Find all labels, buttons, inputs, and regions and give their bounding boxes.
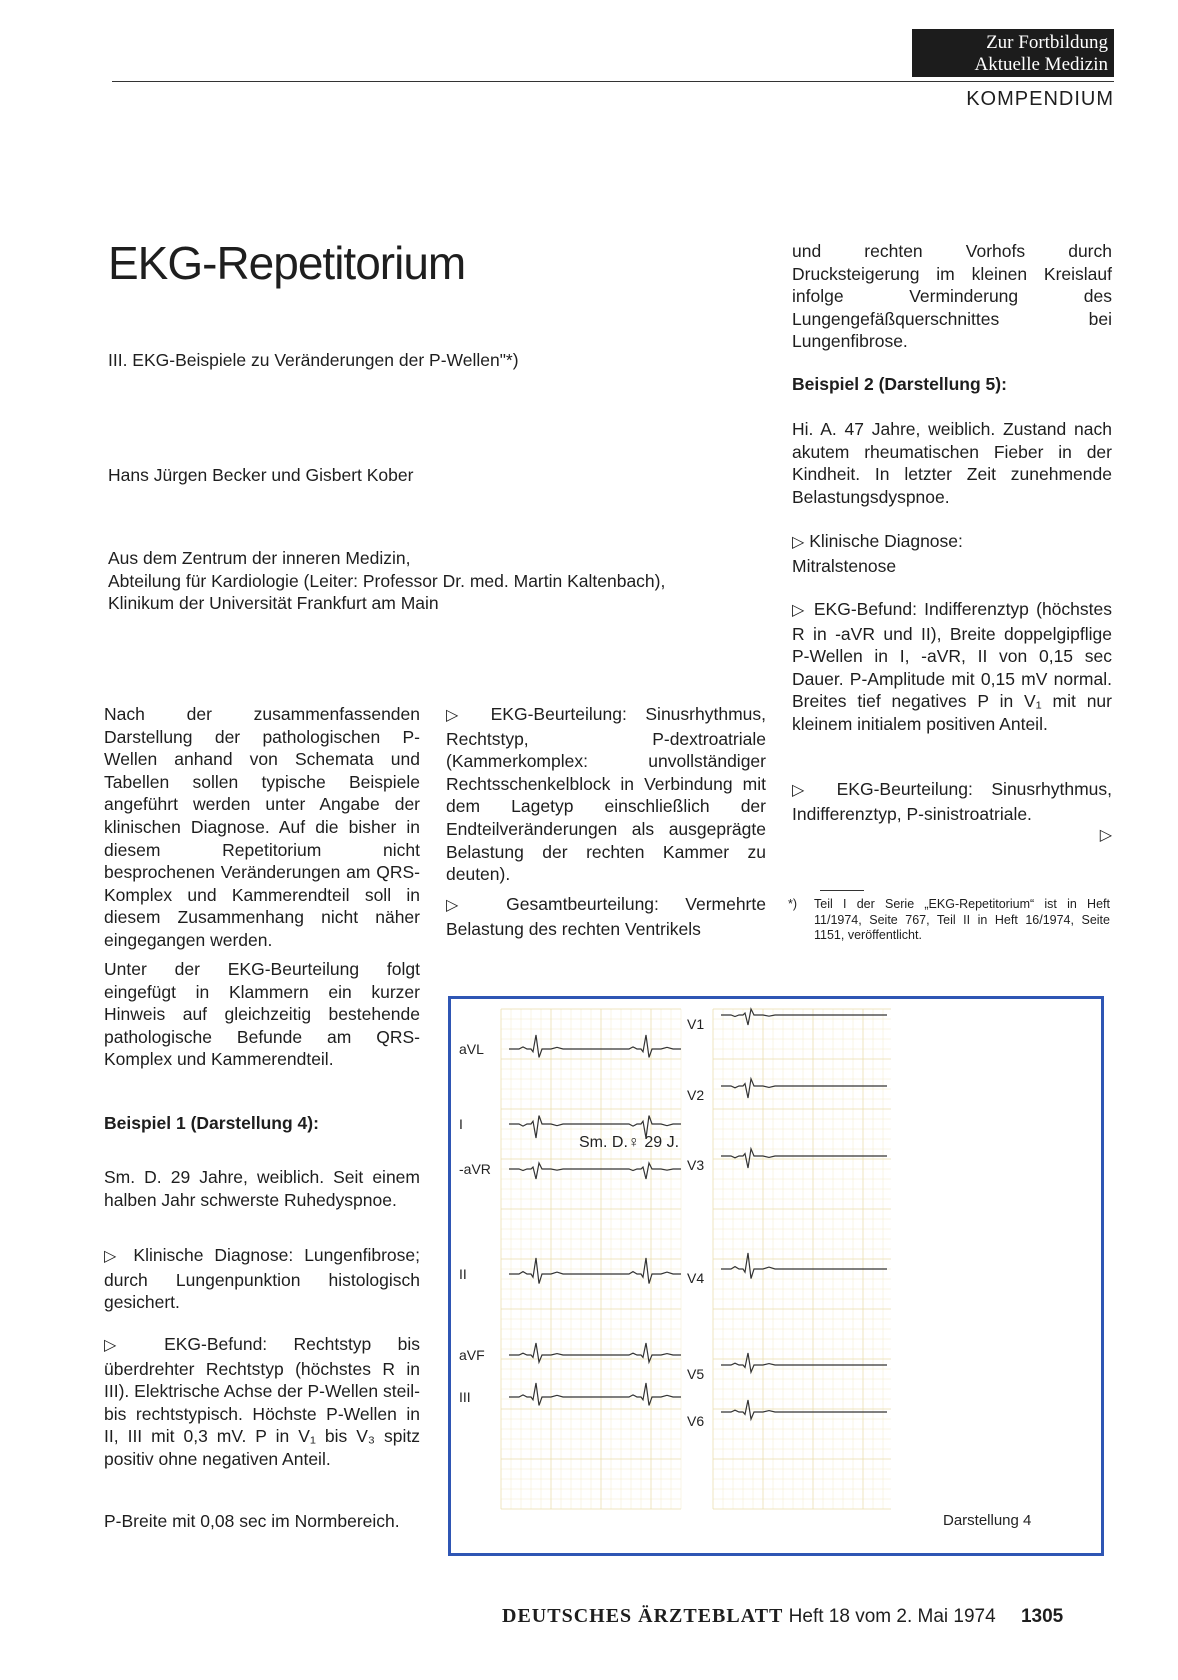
section-badge bbox=[912, 29, 1114, 77]
ekg-patient-label: Sm. D.♀ 29 J. bbox=[579, 1134, 680, 1151]
beispiel2-beurteilung-text: EKG-Beurteilung: Sinusrhythmus, Indifferenztyp, P-sinistroatriale. bbox=[792, 779, 1112, 824]
affiliation-line: Aus dem Zentrum der inneren Medizin, bbox=[108, 548, 411, 568]
ekg-grid bbox=[501, 1009, 891, 1509]
pointer-icon: ▷ bbox=[104, 1337, 138, 1354]
ekg-trace bbox=[721, 1353, 887, 1372]
lead-label: V1 bbox=[687, 1016, 705, 1032]
beispiel1-befund-text: EKG-Befund: Rechtstyp bis überdrehter Rechtstyp (höchstes R in III). Elektrische Achse der P-Wellen steil- bis rechtstypisch. Höchste P-Wellen in II, III mit 0,3 mV. P in V₁ bis V₃ spitz positiv ohne negativen Anteil. bbox=[104, 1334, 420, 1469]
ekg-trace bbox=[721, 1149, 887, 1168]
pointer-icon: ▷ bbox=[104, 1248, 123, 1265]
col1-para2 bbox=[104, 958, 420, 1071]
ekg-trace bbox=[721, 1253, 887, 1279]
col2-gesamt bbox=[446, 893, 766, 940]
ekg-trace bbox=[509, 1035, 681, 1057]
section-label: KOMPENDIUM bbox=[966, 88, 1114, 110]
article-title: EKG-Repetitorium bbox=[108, 237, 466, 289]
beispiel2-diagnose-label: Klinische Diagnose: bbox=[809, 531, 963, 551]
lead-label: I bbox=[459, 1116, 463, 1132]
ekg-trace bbox=[509, 1383, 681, 1405]
pointer-icon: ▷ bbox=[446, 707, 473, 724]
ekg-trace bbox=[721, 1079, 887, 1098]
pointer-icon: ▷ bbox=[446, 897, 480, 914]
col2-beurteilung bbox=[446, 703, 766, 886]
beispiel2-diagnose bbox=[792, 530, 1112, 577]
pointer-icon: ▷ bbox=[1099, 826, 1112, 844]
lead-label: aVL bbox=[459, 1041, 484, 1057]
lead-label: II bbox=[459, 1266, 467, 1282]
pointer-icon: ▷ bbox=[792, 602, 807, 619]
lead-label: V4 bbox=[687, 1270, 705, 1286]
ekg-trace bbox=[721, 1009, 887, 1025]
issue-info: Heft 18 vom 2. Mai 1974 bbox=[788, 1606, 996, 1627]
beurteilung-text: EKG-Beurteilung: Sinusrhythmus, Rechtstyp, P-dextroatriale (Kammerkomplex: unvollständiger Rechtsschenkelblock in Verbindung mit dem Lagetyp einschließlich der Endteilveränderungen als ausgeprägte Belastung der rechten Kammer zu deuten). bbox=[446, 704, 766, 885]
lead-label: V6 bbox=[687, 1413, 705, 1429]
ekg-trace bbox=[509, 1163, 681, 1179]
ekg-lead-labels bbox=[459, 1016, 704, 1429]
beispiel1-diagnose-text: Klinische Diagnose: Lungenfibrose; durch Lungenpunktion histologisch gesichert. bbox=[104, 1245, 420, 1313]
ekg-figure bbox=[448, 996, 1104, 1556]
pointer-icon: ▷ bbox=[792, 534, 805, 551]
col3-continuation: und rechten Vorhofs durch Drucksteigerung im kleinen Kreislauf infolge Verminderung des Lungengefäßquerschnittes bei Lungenfibrose. bbox=[792, 241, 1112, 352]
beispiel1-patient: Sm. D. 29 Jahre, weiblich. Seit einem halben Jahr schwerste Ruhedyspnoe. bbox=[104, 1167, 420, 1210]
footnote-text: Teil I der Serie „EKG-Repetitorium“ ist in Heft 11/1974, Seite 767, Teil II in Heft 16/1974, Seite 1151, veröffentlicht. bbox=[814, 897, 1110, 942]
lead-label: -aVR bbox=[459, 1161, 491, 1177]
ekg-trace bbox=[509, 1258, 681, 1284]
beispiel2-heading: Beispiel 2 (Darstellung 5): bbox=[792, 374, 1007, 394]
footnote-mark: *) bbox=[788, 897, 798, 911]
lead-label: aVF bbox=[459, 1347, 485, 1363]
journal-name: DEUTSCHES ÄRZTEBLATT bbox=[502, 1605, 784, 1627]
lead-label: III bbox=[459, 1389, 471, 1405]
affiliation bbox=[108, 547, 665, 615]
pointer-icon: ▷ bbox=[792, 782, 819, 799]
affiliation-line: Abteilung für Kardiologie (Leiter: Professor Dr. med. Martin Kaltenbach), bbox=[108, 570, 666, 591]
beispiel2-befund-text: EKG-Befund: Indifferenztyp (höchstes R in -aVR und II), Breite doppelgipflige P-Wellen in I, -aVR, II von 0,15 sec Dauer. P-Amplitude mit 0,15 mV normal. Breites tief negatives P in V₁ mit nur kleinem initialem positiven Anteil. bbox=[792, 599, 1112, 734]
page-number: 1305 bbox=[1020, 1606, 1064, 1627]
beispiel1-befund bbox=[104, 1333, 420, 1471]
footnote bbox=[788, 897, 1110, 944]
beispiel2-beurteilung bbox=[792, 778, 1112, 847]
beispiel1-diagnose bbox=[104, 1244, 420, 1314]
col1-intro bbox=[104, 703, 420, 952]
badge-line-1: Zur Fortbildung bbox=[986, 32, 1108, 53]
gesamt-text: Gesamtbeurteilung: Vermehrte Belastung des rechten Ventrikels bbox=[446, 894, 766, 939]
affiliation-line: Klinikum der Universität Frankfurt am Main bbox=[108, 593, 439, 614]
article-subtitle: III. EKG-Beispiele zu Veränderungen der P-Wellen"*) bbox=[108, 350, 519, 370]
article-authors: Hans Jürgen Becker und Gisbert Kober bbox=[108, 465, 414, 485]
beispiel2-patient: Hi. A. 47 Jahre, weiblich. Zustand nach akutem rheumatischen Fieber in der Kindheit. In letzter Zeit zunehmende Belastungsdyspnoe. bbox=[792, 419, 1112, 507]
ekg-trace bbox=[721, 1400, 887, 1419]
beispiel1-breite: P-Breite mit 0,08 sec im Normbereich. bbox=[104, 1511, 400, 1531]
hint-paragraph: Unter der EKG-Beurteilung folgt eingefügt in Klammern ein kurzer Hinweis auf gleichzeitig bestehende pathologische Befunde am QRS-Komplex und Kammerendteil. bbox=[104, 959, 420, 1070]
ekg-svg bbox=[451, 999, 1101, 1553]
footnote-rule bbox=[820, 890, 864, 891]
lead-label: V5 bbox=[687, 1366, 705, 1382]
ekg-traces bbox=[509, 1009, 887, 1419]
beispiel1-heading: Beispiel 1 (Darstellung 4): bbox=[104, 1113, 319, 1133]
badge-line-2: Aktuelle Medizin bbox=[974, 54, 1108, 75]
lead-label: V2 bbox=[687, 1087, 705, 1103]
beispiel2-diagnose-text: Mitralstenose bbox=[792, 555, 897, 576]
header-rule bbox=[112, 81, 1114, 82]
intro-paragraph: Nach der zusammenfassenden Darstellung der pathologischen P-Wellen anhand von Schemata und Tabellen sollen typische Beispiele angeführt werden unter Angabe der klinischen Diagnose. Auf die bisher in diesem Repetitorium nicht besprochenen Veränderungen am QRS-Komplex und Kammerendteil soll in diesem Zusammenhang nicht näher eingegangen werden. bbox=[104, 704, 420, 950]
page-footer bbox=[502, 1605, 1063, 1628]
beispiel2-befund bbox=[792, 598, 1112, 736]
figure-caption: Darstellung 4 bbox=[943, 1512, 1032, 1529]
lead-label: V3 bbox=[687, 1157, 705, 1173]
